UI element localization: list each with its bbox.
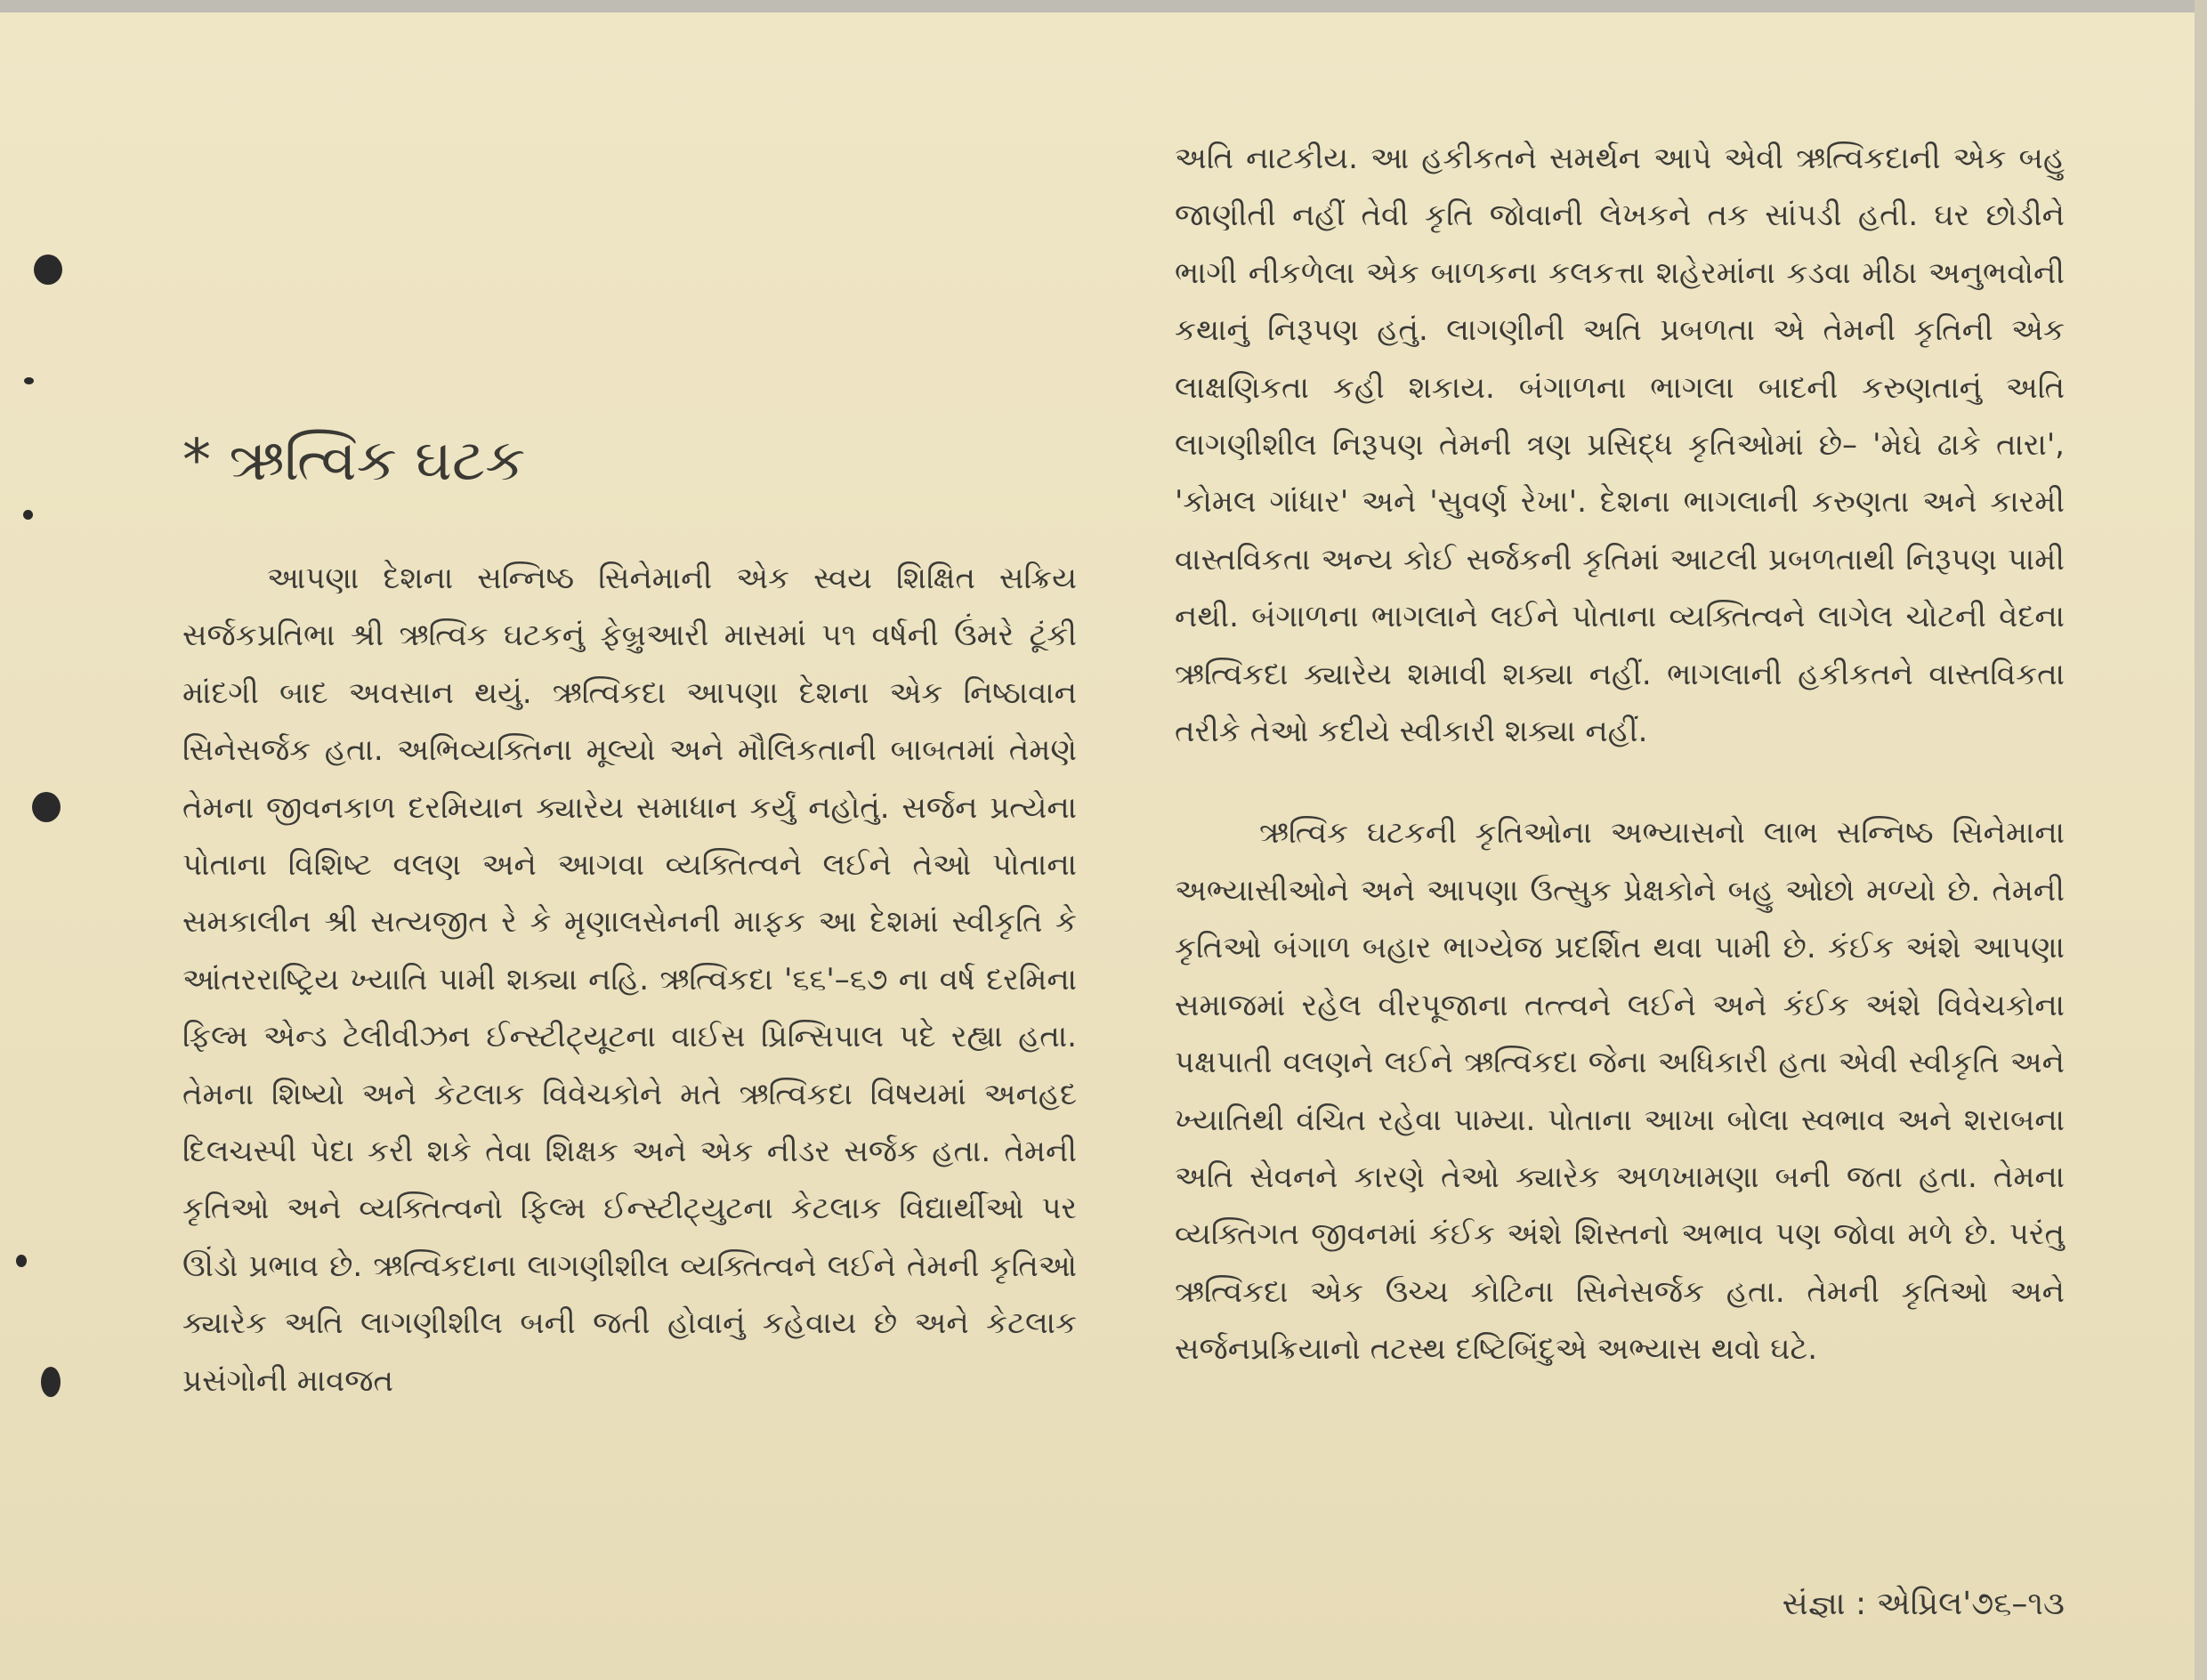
article-paragraph: આપણા દેશના સન્નિષ્ઠ સિનેમાની એક સ્વય શિક્ષિત સક્રિય સર્જકપ્રતિભા શ્રી ઋત્વિક ઘટકનું ફેબ્રુઆરી માસમાં ૫૧ વર્ષની ઉંમરે ટૂંકી માંદગી બાદ અવસાન થયું. ઋત્વિકદા આપણા દેશના એક નિષ્ઠાવાન સિનેસર્જક હતા. અભિવ્યક્તિના મૂલ્યો અને મૌલિકતાની બાબતમાં તેમણે તેમના જીવનકાળ દરમિયાન ક્યારેય સમાધાન કર્યું નહોતું. સર્જન પ્રત્યેના પોતાના વિશિષ્ટ વલણ અને આગવા વ્યક્તિત્વને લઈને તેઓ પોતાના સમકાલીન શ્રી સત્યજીત રે કે મૃણાલસેનની માફક આ દેશમાં સ્વીકૃતિ કે આંતરરાષ્ટ્રિય ખ્યાતિ પામી શક્યા નહિ. ઋત્વિકદા '૬૬'–૬૭ ના વર્ષ દરમિના ફિલ્મ એન્ડ ટેલીવીઝન ઈન્સ્ટીટ્યૂટના વાઈસ પ્રિન્સિપાલ પદે રહ્યા હતા. તેમના શિષ્યો અને કેટલાક વિવેચકોને મતે ઋત્વિકદા વિષયમાં અનહદ દિલચસ્પી પેદા કરી શકે તેવા શિક્ષક અને એક નીડર સર્જક હતા. તેમની કૃતિઓ અને વ્યક્તિત્વનો ફિલ્મ ઈન્સ્ટીટ્યુટના કેટલાક વિદ્યાર્થીઓ પર ઊંડો પ્રભાવ છે. ઋત્વિકદાના લાગણીશીલ વ્યક્તિત્વને લઈને તેમની કૃતિઓ ક્યારેક અતિ લાગણીશીલ બની જતી હોવાનું કહેવાય છે અને કેટલાક પ્રસંગોની માવજત	[182, 561, 1077, 1399]
article-paragraph: ઋત્વિક ઘટકની કૃતિઓના અભ્યાસનો લાભ સન્નિષ્ઠ સિનેમાના અભ્યાસીઓને અને આપણા ઉત્સુક પ્રેક્ષકોને બહુ ઓછો મળ્યો છે. તેમની કૃતિઓ બંગાળ બહાર ભાગ્યેજ પ્રદર્શિત થવા પામી છે. કંઈક અંશે આપણા સમાજમાં રહેલ વીરપૂજાના તત્ત્વને લઈને અને કંઈક અંશે વિવેચકોના પક્ષપાતી વલણને લઈને ઋત્વિકદા જેના અધિકારી હતા એવી સ્વીકૃતિ અને ખ્યાતિથી વંચિત રહેવા પામ્યા. પોતાના આખા બોલા સ્વભાવ અને શરાબના અતિ સેવનને કારણે તેઓ ક્યારેક અળખામણા બની જતા હતા. તેમના વ્યક્તિગત જીવનમાં કંઈક અંશે શિસ્તનો અભાવ પણ જોવા મળે છે. પરંતુ ઋત્વિકદા એક ઉચ્ચ કોટિના સિનેસર્જક હતા. તેમની કૃતિઓ અને સર્જનપ્રક્રિયાનો તટસ્થ દષ્ટિબિંદુએ અભ્યાસ થવો ઘટે.	[1175, 815, 2065, 1368]
punch-hole-mark	[34, 254, 62, 285]
page-right-edge	[2195, 0, 2207, 1680]
page-top-edge	[0, 0, 2207, 12]
page-footer: સંજ્ઞા : એપ્રિલ'૭૬–૧૩	[1782, 1586, 2065, 1622]
punch-hole-mark	[32, 792, 61, 822]
binding-dot	[23, 510, 33, 520]
punch-hole-mark	[41, 1367, 61, 1397]
binding-dot	[24, 377, 34, 384]
right-column	[1175, 130, 2065, 1378]
left-column	[182, 550, 1077, 1409]
article-paragraph: અતિ નાટકીય. આ હકીકતને સમર્થન આપે એવી ઋત્વિકદાની એક બહુ જાણીતી નહીં તેવી કૃતિ જોવાની લેખકને તક સાંપડી હતી. ઘર છોડીને ભાગી નીકળેલા એક બાળકના કલકત્તા શહેરમાંના કડવા મીઠા અનુભવોની કથાનું નિરૂપણ હતું. લાગણીની અતિ પ્રબળતા એ તેમની કૃતિની એક લાક્ષણિકતા કહી શકાય. બંગાળના ભાગલા બાદની કરુણતાનું અતિ લાગણીશીલ નિરૂપણ તેમની ત્રણ પ્રસિદ્ધ કૃતિઓમાં છે– 'મેઘે ઢાકે તારા', 'કોમલ ગાંધાર' અને 'સુવર્ણ રેખા'. દેશના ભાગલાની કરુણતા અને કારમી વાસ્તવિકતા અન્ય કોઈ સર્જકની કૃતિમાં આટલી પ્રબળતાથી નિરૂપણ પામી નથી. બંગાળના ભાગલાને લઈને પોતાના વ્યક્તિત્વને લાગેલ ચોટની વેદના ઋત્વિકદા ક્યારેય શમાવી શક્યા નહીં. ભાગલાની હકીકતને વાસ્તવિકતા તરીકે તેઓ કદીયે સ્વીકારી શક્યા નહીં.	[1175, 141, 2065, 750]
binding-dot	[16, 1255, 27, 1267]
article-title: * ઋત્વિક ઘટક	[182, 428, 526, 494]
